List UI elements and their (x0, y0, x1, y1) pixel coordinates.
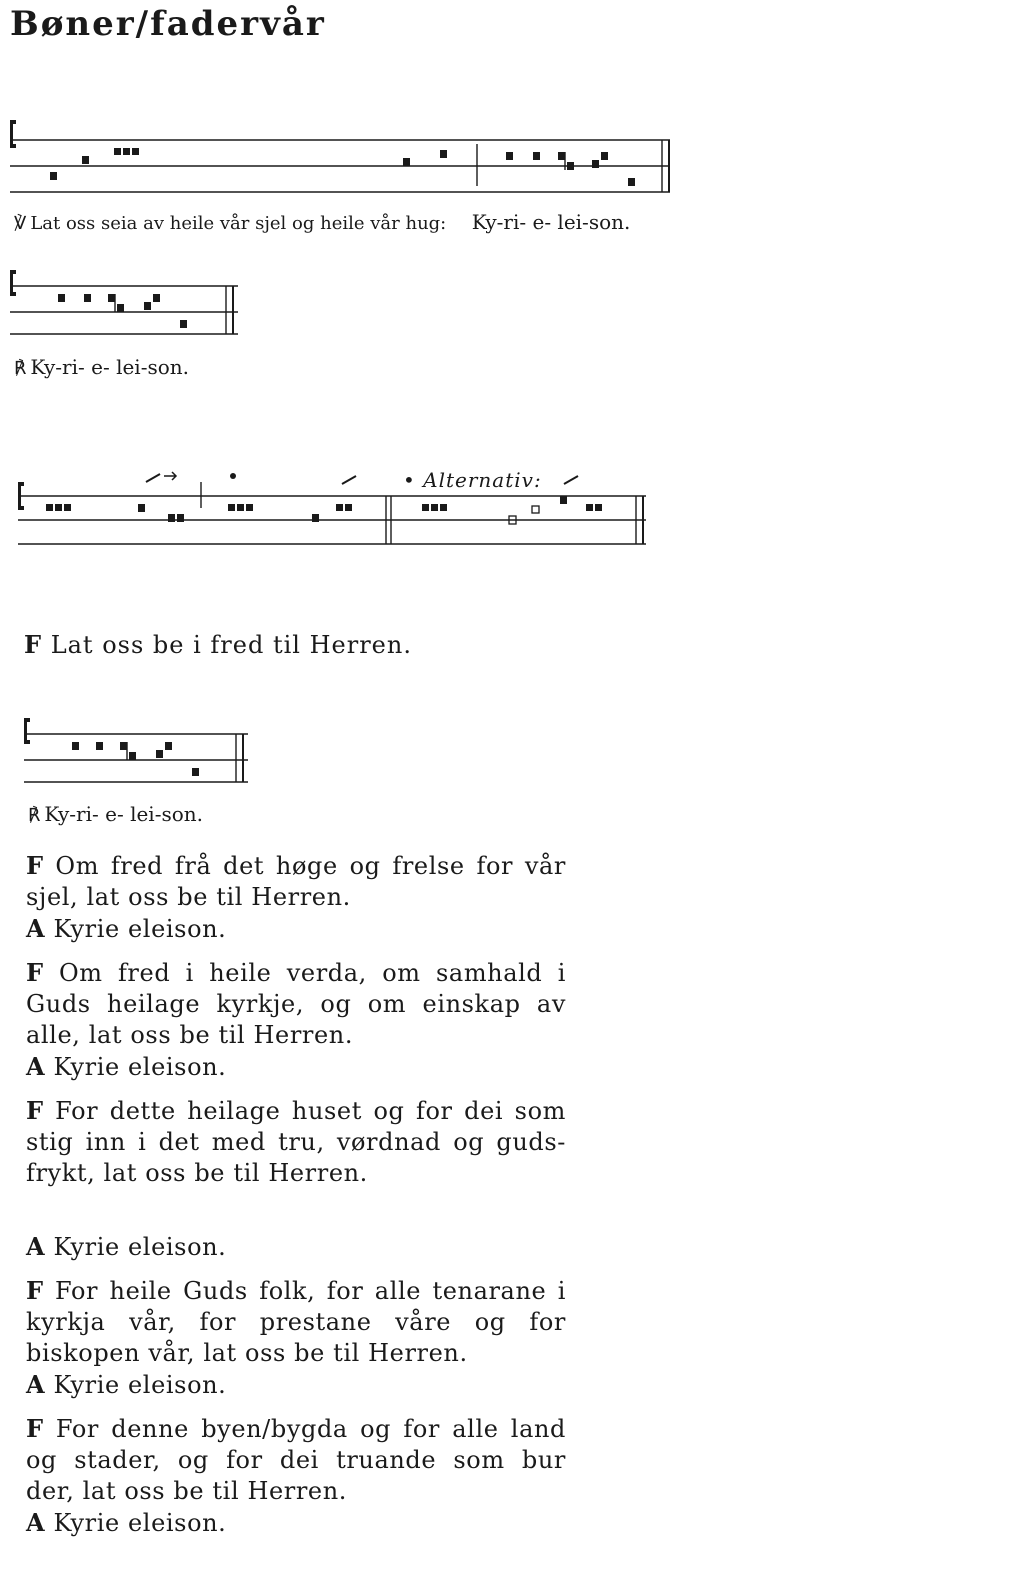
prayer-line: A Kyrie eleison. (26, 1232, 227, 1261)
chant-1-response: Ky-ri- e- lei-son. (471, 210, 631, 234)
intro-text: Lat oss be i fred til Herren. (50, 631, 412, 659)
chant-lyric-2 (14, 355, 189, 379)
alternative-label: • Alternativ: (403, 468, 542, 492)
alternative-text: Alternativ: (423, 468, 542, 492)
page-title: Bøner/fadervår (10, 4, 326, 44)
prayer-line: A Kyrie eleison. (26, 914, 227, 943)
response-symbol: ℟ (14, 358, 27, 379)
response-symbol: ℟ (28, 805, 41, 826)
prayer-line: stig inn i det med tru, vørdnad og guds- (26, 1128, 566, 1156)
chant-1-text: Lat oss seia av heile vår sjel og heile vår hug: (30, 213, 447, 234)
prayer-block (26, 850, 566, 945)
chant-staff-2 (8, 264, 240, 336)
chant-4-text: Ky-ri- e- lei-son. (44, 802, 203, 826)
prayer-line: og stader, og for dei truande som bur (26, 1446, 566, 1474)
prayer-list (26, 850, 566, 1551)
prayer-line: F For heile Guds folk, for alle tenarane i (26, 1276, 567, 1305)
prayer-line: der, lat oss be til Herren. (26, 1477, 348, 1505)
prayer-line: A Kyrie eleison. (26, 1052, 227, 1081)
prayer-line: alle, lat oss be til Herren. (26, 1021, 354, 1049)
prayer-block (26, 1231, 566, 1263)
prayer-block (26, 1413, 566, 1539)
prayer-line: F For denne byen/bygda og for alle land (26, 1414, 566, 1443)
role-marker: F (24, 630, 43, 659)
chant-staff-1 (8, 114, 673, 196)
prayer-line: A Kyrie eleison. (26, 1508, 227, 1537)
prayer-line: F Om fred frå det høge og frelse for vår (26, 851, 567, 880)
prayer-line: frykt, lat oss be til Herren. (26, 1159, 368, 1187)
prayer-block (26, 1095, 566, 1189)
prayer-line: kyrkja vår, for prestane våre og for (26, 1308, 566, 1336)
chant-lyric-4 (28, 802, 203, 826)
chant-2-text: Ky-ri- e- lei-son. (30, 355, 189, 379)
prayer-line: Guds heilage kyrkje, og om einskap av (26, 990, 566, 1018)
versicle-symbol: ℣ (14, 213, 27, 234)
prayer-block (26, 957, 566, 1083)
prayer-line: sjel, lat oss be til Herren. (26, 883, 351, 911)
chant-lyric-1 (14, 210, 630, 234)
prayer-line: A Kyrie eleison. (26, 1370, 227, 1399)
chant-staff-3 (14, 464, 650, 548)
prayer-block (26, 1275, 566, 1401)
prayer-line: F For dette heilage huset og for dei som (26, 1096, 566, 1125)
chant-staff-4 (22, 712, 252, 786)
prayer-line: F Om fred i heile verda, om samhald i (26, 958, 566, 987)
intro-line (24, 630, 412, 659)
prayer-line: biskopen vår, lat oss be til Herren. (26, 1339, 468, 1367)
